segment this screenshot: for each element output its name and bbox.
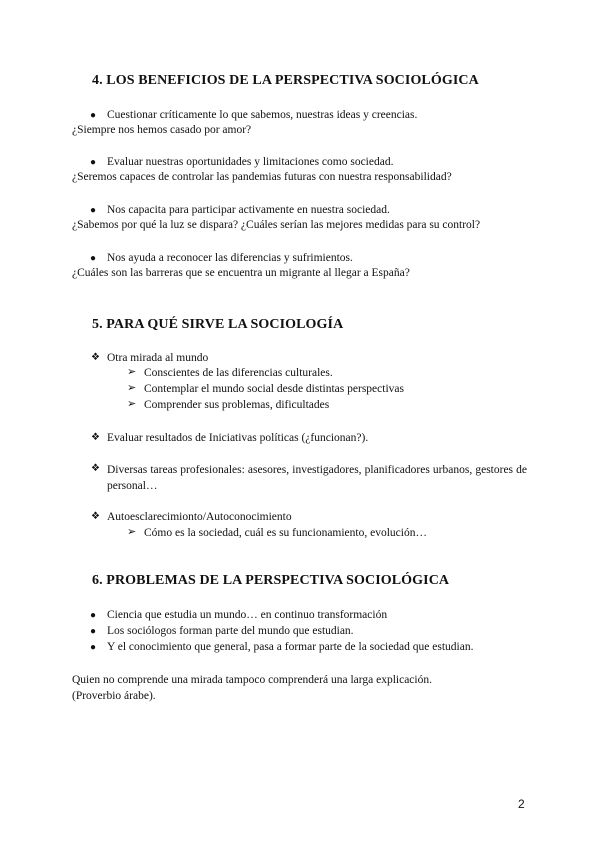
section-5-item-1: Otra mirada al mundo [107,352,209,364]
section-6-title: 6. PROBLEMAS DE LA PERSPECTIVA SOCIOLÓGICA [92,573,450,588]
section-4-title: 4. LOS BENEFICIOS DE LA PERSPECTIVA SOCIOLÓGICA [92,73,479,88]
bullet-dot-icon: ● [90,626,97,637]
section-4-question-4: ¿Cuáles son las barreras que se encuentra un migrante al llegar a España? [72,267,410,279]
bullet-diamond-icon: ❖ [91,352,100,363]
bullet-diamond-icon: ❖ [91,463,100,474]
section-5-item-1-sub-2: Contemplar el mundo social desde distintas perspectivas [144,383,404,395]
bullet-diamond-icon: ❖ [91,432,100,443]
section-5-item-2: Evaluar resultados de Iniciativas políticas (¿funcionan?). [107,432,369,444]
bullet-dot-icon: ● [90,642,97,653]
section-5-item-3: Diversas tareas profesionales: asesores, investigadores, planificadores urbanos, gestores de personal… [107,464,527,492]
section-5-item-4: Autoesclarecimionto/Autoconocimiento [107,511,292,523]
quote-line-2: (Proverbio árabe). [72,690,156,702]
section-6-item-3: Y el conocimiento que general, pasa a formar parte de la sociedad que estudian. [107,641,474,653]
section-6-item-2: Los sociólogos forman parte del mundo que estudian. [107,625,354,637]
arrow-bullet-icon: ➢ [127,398,137,410]
section-5-item-1-sub-3: Comprender sus problemas, dificultades [144,399,330,411]
section-6-item-1: Ciencia que estudia un mundo… en continuo transformación [107,609,388,621]
section-4-bullet-4: Nos ayuda a reconocer las diferencias y sufrimientos. [107,252,353,264]
bullet-dot-icon: ● [90,610,97,621]
section-5-title: 5. PARA QUÉ SIRVE LA SOCIOLOGÍA [92,317,344,332]
section-4-question-1: ¿Siempre nos hemos casado por amor? [72,124,252,136]
bullet-dot-icon: ● [90,253,97,264]
arrow-bullet-icon: ➢ [127,526,137,538]
page-number: 2 [518,797,525,811]
bullet-dot-icon: ● [90,157,97,168]
bullet-dot-icon: ● [90,110,97,121]
section-4-question-3: ¿Sabemos por qué la luz se dispara? ¿Cuáles serían las mejores medidas para su control? [72,219,481,231]
bullet-dot-icon: ● [90,205,97,216]
section-4-bullet-3: Nos capacita para participar activamente en nuestra sociedad. [107,204,390,216]
section-4-question-2: ¿Seremos capaces de controlar las pandemias futuras con nuestra responsabilidad? [72,171,452,183]
arrow-bullet-icon: ➢ [127,382,137,394]
section-5-item-4-sub-1: Cómo es la sociedad, cuál es su funcionamiento, evolución… [144,527,427,539]
section-5-item-1-sub-1: Conscientes de las diferencias culturales. [144,367,333,379]
section-4-bullet-2: Evaluar nuestras oportunidades y limitaciones como sociedad. [107,156,394,168]
section-4-bullet-1: Cuestionar críticamente lo que sabemos, nuestras ideas y creencias. [107,109,418,121]
quote-line-1: Quien no comprende una mirada tampoco comprenderá una larga explicación. [72,674,432,686]
arrow-bullet-icon: ➢ [127,366,137,378]
bullet-diamond-icon: ❖ [91,511,100,522]
